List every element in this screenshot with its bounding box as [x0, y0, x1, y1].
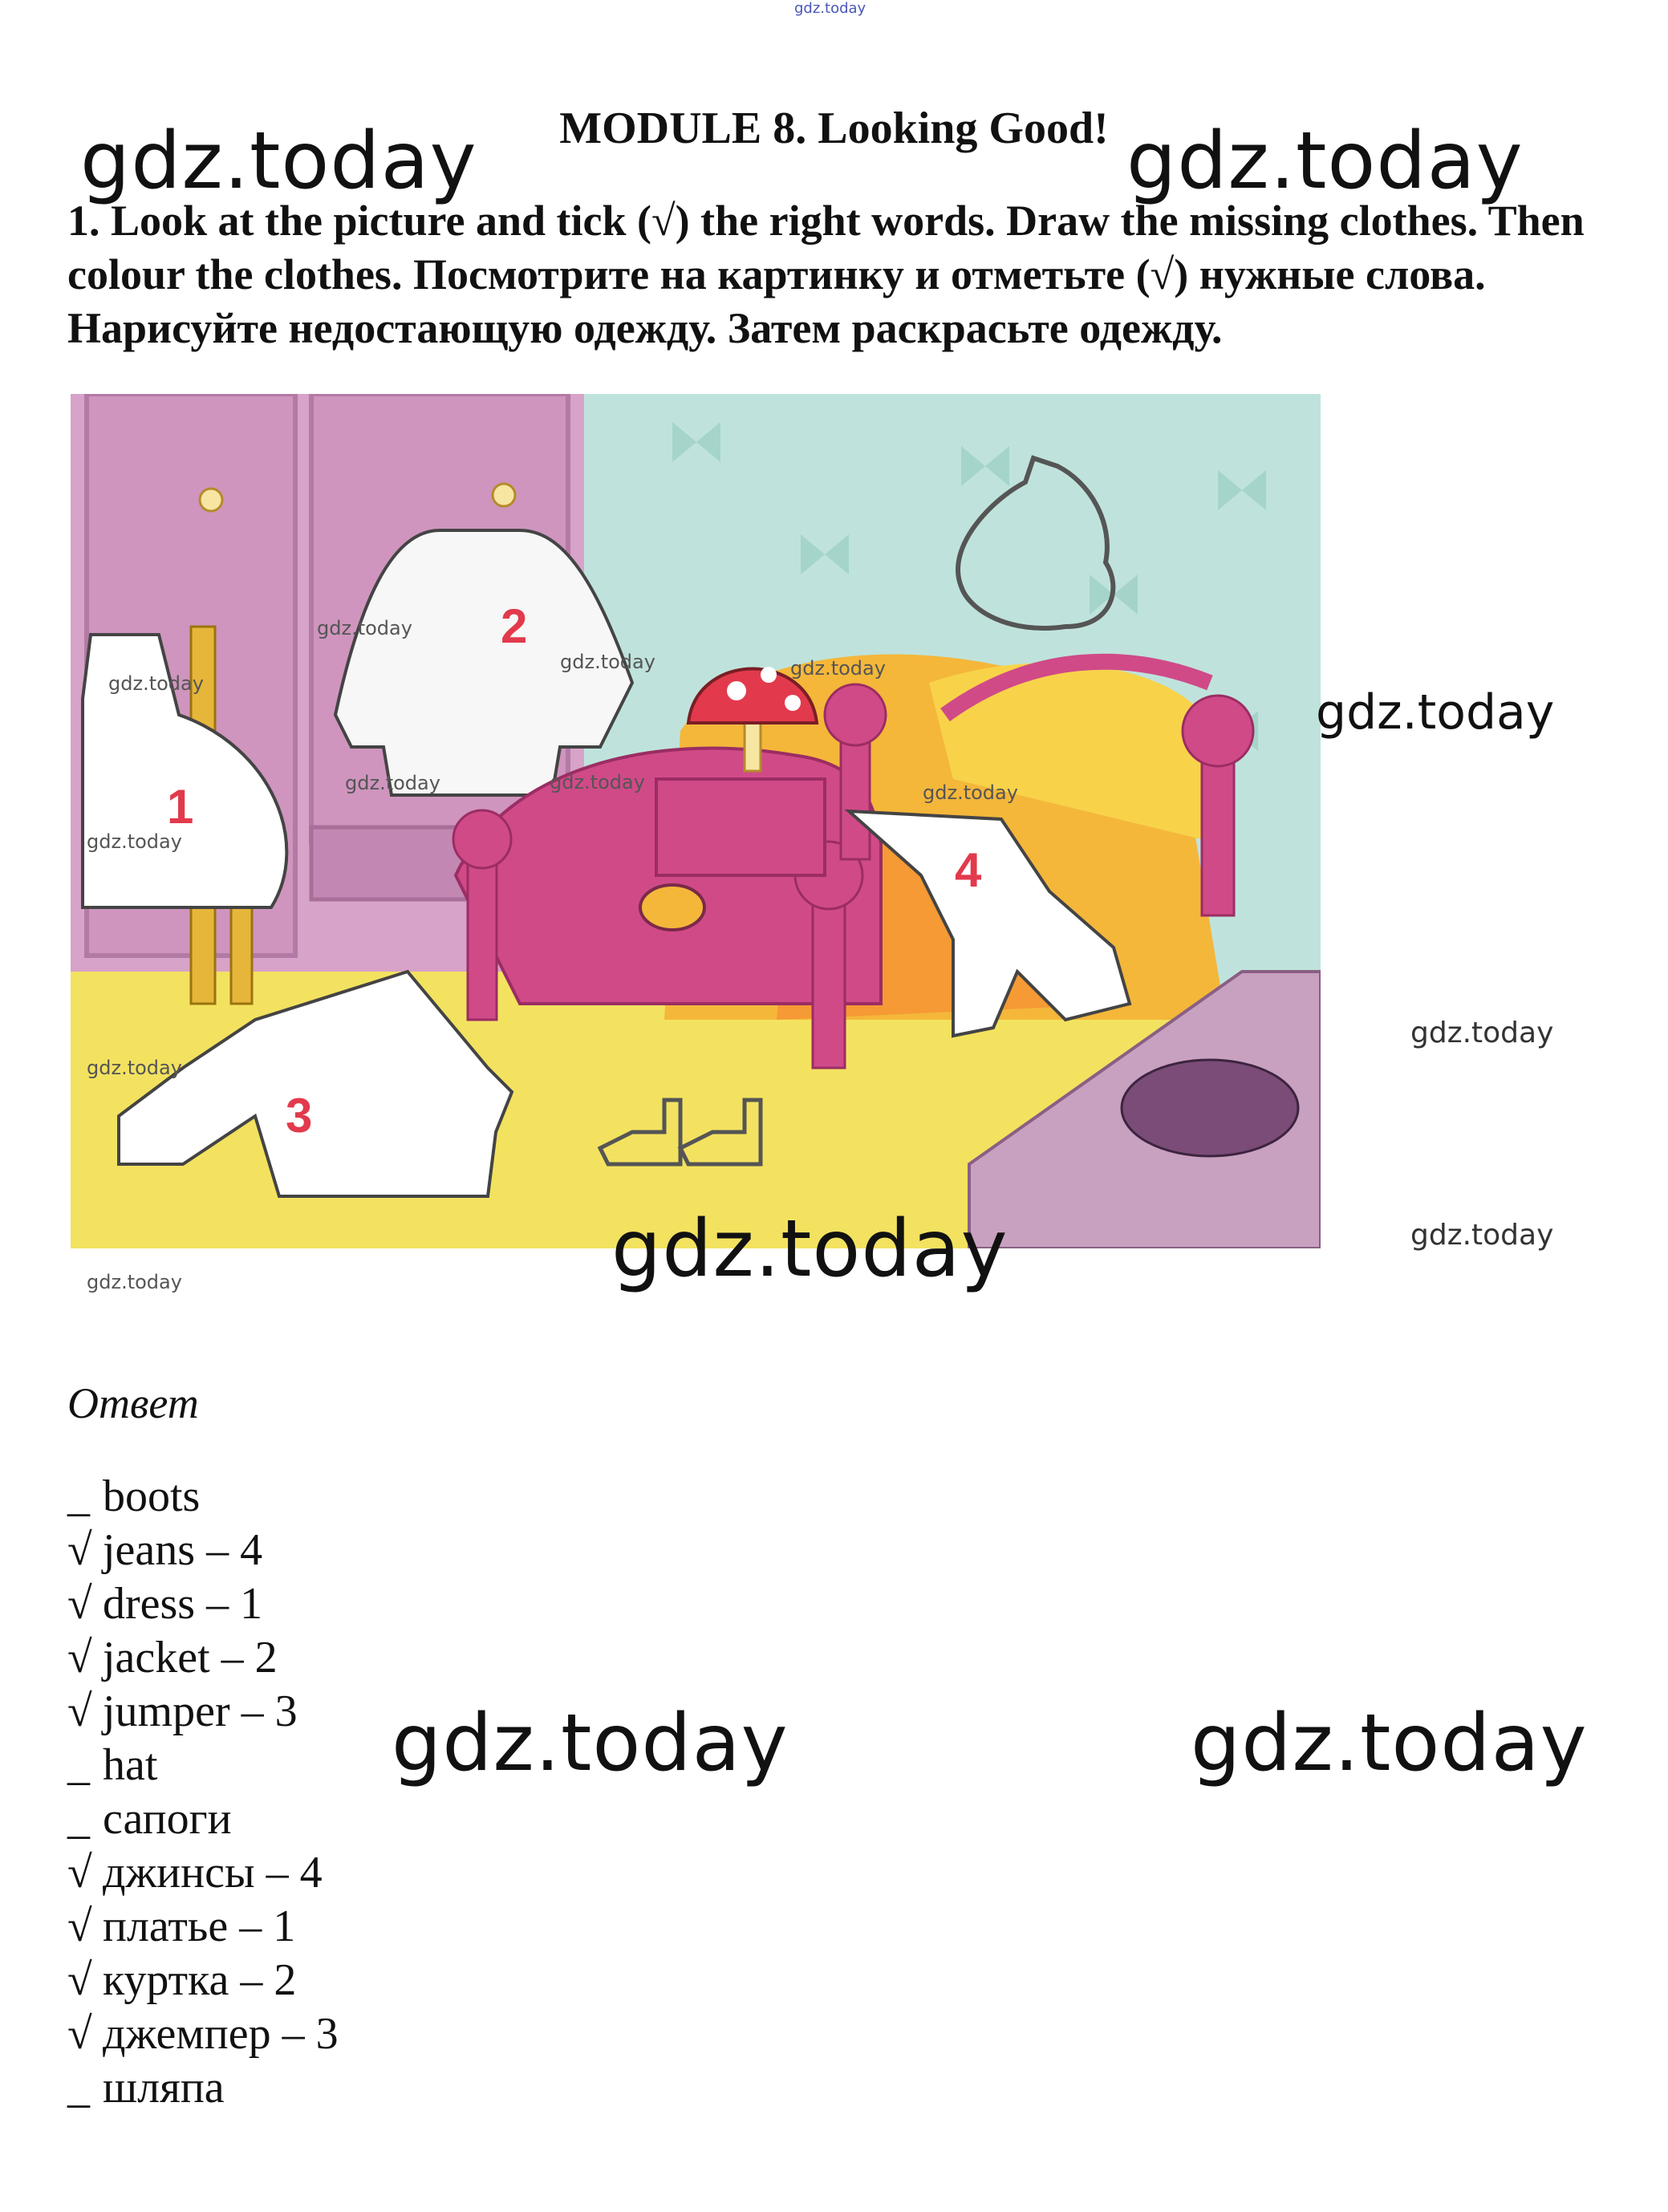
- answer-text: куртка – 2: [103, 1955, 297, 2005]
- answer-text: джинсы – 4: [103, 1848, 323, 1897]
- watermark: gdz.today: [611, 1203, 1009, 1295]
- page-title: MODULE 8. Looking Good!: [559, 103, 1109, 153]
- answer-text: boots: [103, 1471, 201, 1521]
- item-number-4: 4: [955, 843, 982, 897]
- answer-heading: Ответ: [67, 1379, 199, 1427]
- watermark: gdz.today: [1316, 684, 1555, 741]
- answer-text: платье – 1: [103, 1902, 296, 1951]
- tick-mark: _: [67, 1794, 90, 1844]
- watermark: gdz.today: [560, 651, 655, 673]
- watermark: gdz.today: [87, 830, 182, 853]
- answer-text: hat: [103, 1740, 158, 1790]
- item-number-3: 3: [286, 1089, 313, 1143]
- watermark: gdz.today: [1410, 1219, 1554, 1252]
- watermark: gdz.today: [317, 617, 412, 639]
- tick-mark: √: [67, 1525, 92, 1575]
- tick-mark: _: [67, 2063, 90, 2113]
- answer-item: [67, 1739, 339, 1792]
- watermark: gdz.today: [345, 772, 440, 794]
- answer-text: jumper – 3: [103, 1686, 298, 1736]
- answer-list: [67, 1470, 339, 2115]
- answer-text: jeans – 4: [103, 1525, 263, 1575]
- tick-mark: _: [67, 1740, 90, 1790]
- tick-mark: √: [67, 1686, 92, 1736]
- answer-item: [67, 1685, 339, 1739]
- tick-mark: √: [67, 2009, 92, 2059]
- watermark: gdz.today: [392, 1698, 789, 1789]
- watermark: gdz.today: [1191, 1698, 1588, 1789]
- watermark: gdz.today: [87, 1057, 182, 1079]
- tick-mark: _: [67, 1471, 90, 1521]
- item-number-2: 2: [501, 599, 528, 653]
- watermark: gdz.today: [1410, 1017, 1554, 1049]
- answer-text: шляпа: [103, 2063, 225, 2113]
- answer-item: [67, 1631, 339, 1685]
- watermark: gdz.today: [790, 657, 886, 680]
- tick-mark: √: [67, 1955, 92, 2005]
- phone: [1122, 1060, 1298, 1156]
- item-number-1: 1: [167, 780, 194, 834]
- watermark: gdz.today: [87, 1271, 182, 1293]
- watermark: gdz.today: [80, 116, 477, 207]
- tick-mark: √: [67, 1848, 92, 1897]
- answer-item: [67, 1846, 339, 1900]
- task-instructions: 1. Look at the picture and tick (√) the right words. Draw the missing clothes. Then colour the clothes. Посмотрите на картинку и отметьте (√) нужные слова. Нарисуйте недостающую одежду. Затем раскрасьте одежду.: [67, 197, 1585, 352]
- answer-text: джемпер – 3: [103, 2009, 339, 2059]
- watermark: gdz.today: [550, 771, 645, 793]
- answer-text: jacket – 2: [103, 1633, 278, 1682]
- watermark: gdz.today: [1126, 116, 1524, 207]
- answer-item: [67, 1524, 339, 1577]
- answer-item: [67, 1792, 339, 1846]
- tick-mark: √: [67, 1633, 92, 1682]
- answer-text: dress – 1: [103, 1579, 263, 1629]
- tick-mark: √: [67, 1902, 92, 1951]
- answer-item: [67, 1470, 339, 1524]
- answer-item: [67, 2061, 339, 2115]
- answer-item: [67, 1954, 339, 2007]
- bedroom-illustration: [71, 394, 1321, 1248]
- answer-item: [67, 2007, 339, 2061]
- watermark: gdz.today: [923, 781, 1018, 804]
- answer-item: [67, 1577, 339, 1631]
- answer-item: [67, 1900, 339, 1954]
- answer-text: сапоги: [103, 1794, 232, 1844]
- watermark-top: gdz.today: [794, 0, 866, 17]
- watermark: gdz.today: [108, 672, 204, 695]
- tick-mark: √: [67, 1579, 92, 1629]
